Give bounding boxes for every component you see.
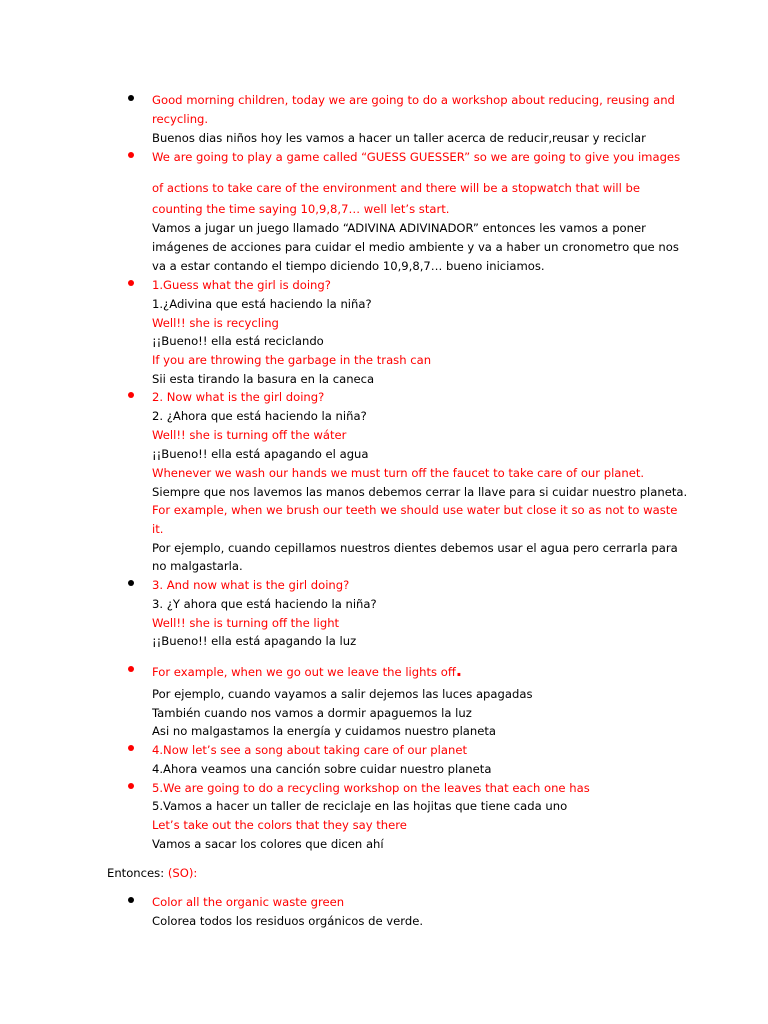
item3-line1: 1.Guess what the girl is doing? xyxy=(152,278,331,292)
item1-line2: recycling. xyxy=(152,112,209,126)
item6-line1 xyxy=(152,663,462,679)
item8-line3: Let’s take out the colors that they say there xyxy=(152,818,407,832)
item4-line6: Siempre que nos lavemos las manos debemos cerrar la llave para si cuidar nuestro planeta. xyxy=(152,485,688,499)
bullet-icon xyxy=(128,783,134,789)
item3-line2: 1.¿Adivina que está haciendo la niña? xyxy=(152,297,372,311)
item6-line4: Asi no malgastamos la energía y cuidamos nuestro planeta xyxy=(152,724,497,738)
item3-line4: ¡¡Bueno!! ella está reciclando xyxy=(152,334,324,348)
item6-line2: Por ejemplo, cuando vayamos a salir dejemos las luces apagadas xyxy=(152,687,533,701)
entonces-label: Entonces: xyxy=(107,866,168,880)
item2-line2: of actions to take care of the environment and there will be a stopwatch that will be xyxy=(152,181,641,195)
item4-line5: Whenever we wash our hands we must turn off the faucet to take care of our planet. xyxy=(152,466,645,480)
item1-line3: Buenos dias niños hoy les vamos a hacer un taller acerca de reducir,reusar y reciclar xyxy=(152,131,646,145)
item8-line1: 5.We are going to do a recycling workshop on the leaves that each one has xyxy=(152,781,590,795)
bullet-icon xyxy=(128,745,134,751)
final-line1: Color all the organic waste green xyxy=(152,895,345,909)
item4-line1: 2. Now what is the girl doing? xyxy=(152,390,325,404)
final-line2: Colorea todos los residuos orgánicos de verde. xyxy=(152,914,424,928)
item4-line2: 2. ¿Ahora que está haciendo la niña? xyxy=(152,409,367,423)
item6-line3: También cuando nos vamos a dormir apaguemos la luz xyxy=(152,706,472,720)
item3-line5: If you are throwing the garbage in the trash can xyxy=(152,353,432,367)
bullet-icon xyxy=(128,95,134,101)
bullet-icon xyxy=(128,580,134,586)
bullet-icon xyxy=(128,897,134,903)
item4-line4: ¡¡Bueno!! ella está apagando el agua xyxy=(152,447,369,461)
bullet-icon xyxy=(128,280,134,286)
item6-line1-text: For example, when we go out we leave the lights off xyxy=(152,665,456,679)
entonces-so: (SO): xyxy=(167,866,198,880)
item8-line2: 5.Vamos a hacer un taller de reciclaje en las hojitas que tiene cada uno xyxy=(152,799,568,813)
item2-line1: We are going to play a game called “GUESS GUESSER” so we are going to give you images xyxy=(152,150,681,164)
item4-line8: it. xyxy=(152,522,164,536)
item1-line1: Good morning children, today we are going to do a workshop about reducing, reusing and xyxy=(152,93,675,107)
item3-line6: Sii esta tirando la basura en la caneca xyxy=(152,372,375,386)
item2-line6: va a estar contando el tiempo diciendo 10,9,8,7… bueno iniciamos. xyxy=(152,259,545,273)
item5-line3: Well!! she is turning off the light xyxy=(152,616,340,630)
item2-line5: imágenes de acciones para cuidar el medio ambiente y va a haber un cronometro que nos xyxy=(152,240,679,254)
item4-line3: Well!! she is turning off the wáter xyxy=(152,428,347,442)
item2-line3: counting the time saying 10,9,8,7… well let’s start. xyxy=(152,202,450,216)
item5-line1: 3. And now what is the girl doing? xyxy=(152,578,350,592)
item7-line1: 4.Now let’s see a song about taking care of our planet xyxy=(152,743,468,757)
item5-line4: ¡¡Bueno!! ella está apagando la luz xyxy=(152,634,357,648)
item8-line4: Vamos a sacar los colores que dicen ahí xyxy=(152,837,384,851)
bullet-icon xyxy=(128,392,134,398)
item4-line7: For example, when we brush our teeth we should use water but close it so as not to waste xyxy=(152,503,678,517)
item5-line2: 3. ¿Y ahora que está haciendo la niña? xyxy=(152,597,377,611)
item7-line2: 4.Ahora veamos una canción sobre cuidar nuestro planeta xyxy=(152,762,492,776)
item2-line4: Vamos a jugar un juego llamado “ADIVINA ADIVINADOR” entonces les vamos a poner xyxy=(152,221,646,235)
entonces-heading xyxy=(107,865,197,881)
item4-line9: Por ejemplo, cuando cepillamos nuestros dientes debemos usar el agua pero cerrarla para xyxy=(152,541,678,555)
trailing-dot: . xyxy=(455,661,462,680)
item3-line3: Well!! she is recycling xyxy=(152,316,279,330)
bullet-icon xyxy=(128,152,134,158)
bullet-icon xyxy=(128,666,134,672)
item4-line10: no malgastarla. xyxy=(152,559,243,573)
